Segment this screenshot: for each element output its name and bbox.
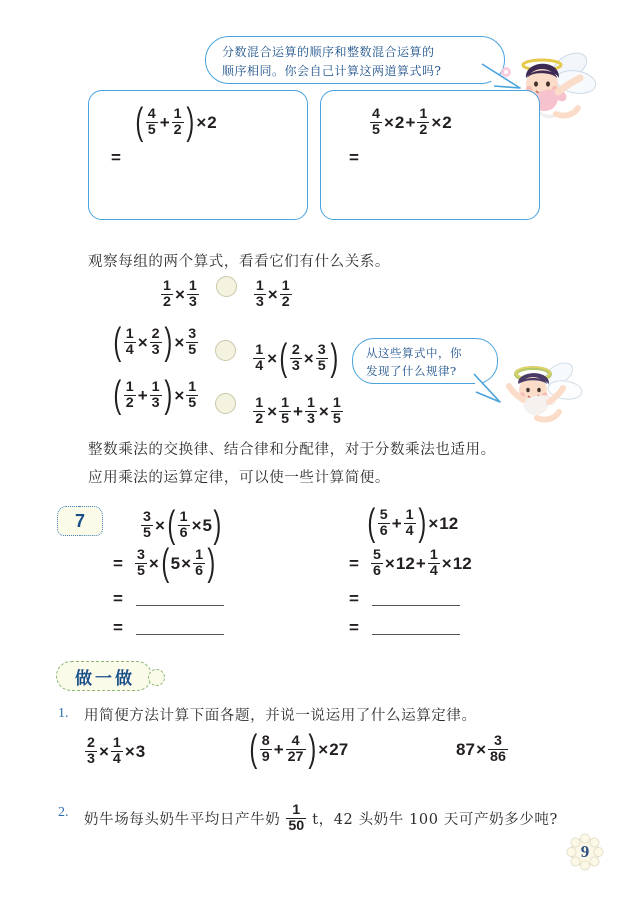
times-sign: ×: [154, 515, 165, 535]
lparen: (: [135, 100, 144, 144]
practice-item-1-text: 用简便方法计算下面各题，并说一说运用了什么运算定律。: [84, 708, 477, 724]
fraction-1-4: $\frac{1}{4}$: [429, 547, 438, 579]
comparison-circle[interactable]: [215, 340, 236, 361]
fraction-3-86: $\frac{3}{86}$: [490, 733, 506, 765]
rparen: ): [163, 320, 172, 364]
comparison-row-3: [112, 373, 344, 427]
times-sign: ×: [428, 513, 439, 533]
times-sign: ×: [191, 515, 202, 535]
top-bubble-line-1: 分数混合运算的顺序和整数混合运算的: [222, 45, 435, 59]
answer-blank[interactable]: [136, 592, 224, 606]
rparen: ): [417, 501, 426, 545]
comparison-circle[interactable]: [216, 276, 237, 297]
plus-sign: +: [415, 553, 426, 573]
plus-sign: +: [405, 112, 416, 132]
exercise7-left-line1: [140, 503, 223, 547]
equals-sign: =: [113, 553, 123, 573]
fraction-1-2: $\frac{1}{2}$: [173, 106, 182, 138]
exercise7-right-line4: [348, 619, 460, 638]
factor-5: 5: [170, 553, 181, 573]
page-number-badge: [565, 832, 605, 872]
fraction-4-5: $\frac{4}{5}$: [372, 106, 380, 138]
equals-sign: =: [113, 589, 123, 608]
times-sign: ×: [98, 741, 109, 761]
comparison-row-1: [160, 276, 293, 309]
fraction-1-4: $\frac{1}{4}$: [255, 342, 264, 374]
exercise7-right-line3: [348, 590, 460, 609]
times-sign: ×: [267, 284, 278, 304]
top-bubble-line-2: 顺序相同。你会自己计算这两道算式吗?: [222, 64, 442, 78]
times-sign: ×: [476, 739, 487, 759]
plus-sign: +: [137, 385, 148, 405]
rparen: ): [330, 336, 338, 380]
practice-banner-tip: [148, 669, 165, 686]
expression-right-equals: =: [349, 148, 359, 167]
rparen: ): [207, 541, 216, 585]
fraction-1-5: $\frac{1}{5}$: [332, 395, 341, 427]
fraction-1-5: $\frac{1}{5}$: [188, 379, 197, 411]
practice-item-2-text-before: 奶牛场每头奶牛平均日产牛奶: [84, 811, 281, 828]
rparen: ): [185, 100, 194, 144]
fraction-5-6: $\frac{5}{6}$: [379, 507, 388, 539]
comparison-3-right: [252, 396, 344, 426]
factor-2: 2: [442, 112, 452, 132]
conclusion-line-1: 整数乘法的交换律、结合律和分配律，对于分数乘法也适用。: [88, 442, 496, 458]
fraction-3-5: $\frac{3}{5}$: [188, 326, 197, 358]
lparen: (: [167, 503, 176, 547]
comparison-2-left: [112, 320, 199, 364]
rparen: ): [307, 727, 316, 771]
fraction-1-3: $\frac{1}{3}$: [151, 379, 160, 411]
plus-sign: +: [273, 739, 284, 759]
factor-5: 5: [202, 515, 213, 535]
exercise7-right-line2: [348, 548, 472, 578]
exercise7-left-line4: [112, 619, 224, 638]
comparison-1-right: [253, 279, 293, 309]
practice-item-2-number: 2.: [58, 805, 69, 820]
fraction-2-3: $\frac{2}{3}$: [87, 735, 95, 767]
fraction-1-3: $\frac{1}{3}$: [188, 278, 197, 310]
expression-left-line1: [134, 100, 217, 144]
times-sign: ×: [181, 553, 192, 573]
observe-instruction: 观察每组的两个算式，看看它们有什么关系。: [88, 254, 390, 270]
exercise7-right-line1: [366, 501, 459, 545]
comparison-2-right: [252, 336, 339, 380]
exercise7-left-line3: [112, 590, 224, 609]
fraction-1-3: $\frac{1}{3}$: [306, 395, 315, 427]
expression-box-left: [88, 90, 308, 220]
factor-3: 3: [135, 741, 146, 761]
times-sign: ×: [174, 332, 185, 352]
comparison-1-left: [160, 279, 200, 309]
practice-item-1-problem-3: [456, 734, 509, 764]
times-sign: ×: [174, 284, 185, 304]
side-bubble-line-2: 发现了什么规律?: [366, 364, 457, 378]
practice-item-1-problem-1: [84, 734, 145, 766]
times-sign: ×: [148, 553, 159, 573]
times-sign: ×: [267, 348, 278, 368]
expression-box-right: [320, 90, 540, 220]
fraction-2-3: $\frac{2}{3}$: [151, 326, 160, 358]
answer-blank[interactable]: [372, 621, 460, 635]
fraction-5-6: $\frac{5}{6}$: [372, 547, 381, 579]
times-sign: ×: [174, 385, 185, 405]
factor-87: 87: [456, 739, 476, 759]
equals-sign: =: [349, 618, 359, 637]
page-number: 9: [580, 842, 590, 861]
comparison-3-left: [112, 373, 199, 417]
fraction-1-6: $\frac{1}{6}$: [179, 509, 188, 541]
fraction-1-2: $\frac{1}{2}$: [281, 278, 290, 310]
fraction-3-5: $\frac{3}{5}$: [143, 509, 151, 541]
times-sign: ×: [431, 112, 442, 132]
fraction-1-2: $\frac{1}{2}$: [163, 278, 171, 310]
times-sign: ×: [267, 401, 278, 421]
times-sign: ×: [137, 332, 148, 352]
practice-banner: [56, 661, 152, 691]
exercise-number: 7: [74, 510, 85, 531]
expression-right-line1: [369, 107, 452, 137]
fraction-1-2: $\frac{1}{2}$: [255, 395, 264, 427]
rparen: ): [163, 373, 172, 417]
answer-blank[interactable]: [372, 592, 460, 606]
factor-2: 2: [394, 112, 405, 132]
practice-item-2-text-after: t，42 头奶牛 100 天可产奶多少吨?: [312, 811, 558, 828]
times-sign: ×: [196, 112, 207, 132]
plus-sign: +: [391, 513, 402, 533]
plus-sign: +: [159, 112, 170, 132]
factor-12: 12: [439, 513, 459, 533]
exercise-number-badge: [57, 506, 103, 536]
fraction-2-3: $\frac{2}{3}$: [291, 342, 300, 374]
fairy-character-side: [497, 352, 597, 432]
fraction-3-5: $\frac{3}{5}$: [317, 342, 326, 374]
practice-item-1-number: 1.: [58, 706, 69, 721]
comparison-row-2: [112, 320, 339, 380]
fraction-1-2: $\frac{1}{2}$: [125, 379, 134, 411]
equals-sign: =: [349, 553, 359, 573]
practice-item-2-text: [84, 803, 558, 833]
times-sign: ×: [124, 741, 135, 761]
factor-12: 12: [452, 553, 472, 573]
lparen: (: [113, 320, 122, 364]
conclusion-line-2: 应用乘法的运算定律，可以使一些计算简便。: [88, 470, 390, 486]
factor-12: 12: [395, 553, 415, 573]
lparen: (: [113, 373, 122, 417]
times-sign: ×: [303, 348, 314, 368]
lparen: (: [249, 727, 258, 771]
expression-left-equals: =: [111, 148, 121, 167]
comparison-circle[interactable]: [215, 393, 236, 414]
times-sign: ×: [318, 401, 329, 421]
factor-2: 2: [207, 112, 217, 132]
fraction-1-2: $\frac{1}{2}$: [419, 106, 428, 138]
rparen: ): [213, 503, 222, 547]
fraction-1-4: $\frac{1}{4}$: [125, 326, 134, 358]
fraction-1-6: $\frac{1}{6}$: [195, 547, 203, 579]
equals-sign: =: [349, 589, 359, 608]
side-bubble-line-1: 从这些算式中，你: [366, 346, 462, 360]
times-sign: ×: [318, 739, 329, 759]
times-sign: ×: [383, 112, 394, 132]
factor-27: 27: [329, 739, 349, 759]
fraction-1-4: $\frac{1}{4}$: [405, 507, 414, 539]
plus-sign: +: [293, 401, 303, 421]
fraction-1-50: $\frac{1}{50}$: [288, 802, 305, 834]
fraction-3-5: $\frac{3}{5}$: [136, 547, 145, 579]
lparen: (: [279, 336, 288, 380]
times-sign: ×: [441, 553, 452, 573]
times-sign: ×: [384, 553, 395, 573]
fraction-1-4: $\frac{1}{4}$: [112, 735, 121, 767]
fraction-1-5: $\frac{1}{5}$: [281, 395, 289, 427]
exercise7-left-line2: [112, 541, 217, 585]
fraction-8-9: $\frac{8}{9}$: [261, 733, 270, 765]
practice-item-1-problem-2: [248, 727, 349, 771]
fraction-4-27: $\frac{4}{27}$: [287, 733, 304, 765]
practice-banner-label: 做一做: [75, 668, 135, 689]
fraction-1-3: $\frac{1}{3}$: [255, 278, 264, 310]
top-speech-bubble: [205, 36, 505, 84]
lparen: (: [161, 541, 170, 585]
equals-sign: =: [113, 618, 123, 637]
lparen: (: [367, 501, 376, 545]
answer-blank[interactable]: [136, 621, 224, 635]
fraction-4-5: $\frac{4}{5}$: [147, 106, 156, 138]
